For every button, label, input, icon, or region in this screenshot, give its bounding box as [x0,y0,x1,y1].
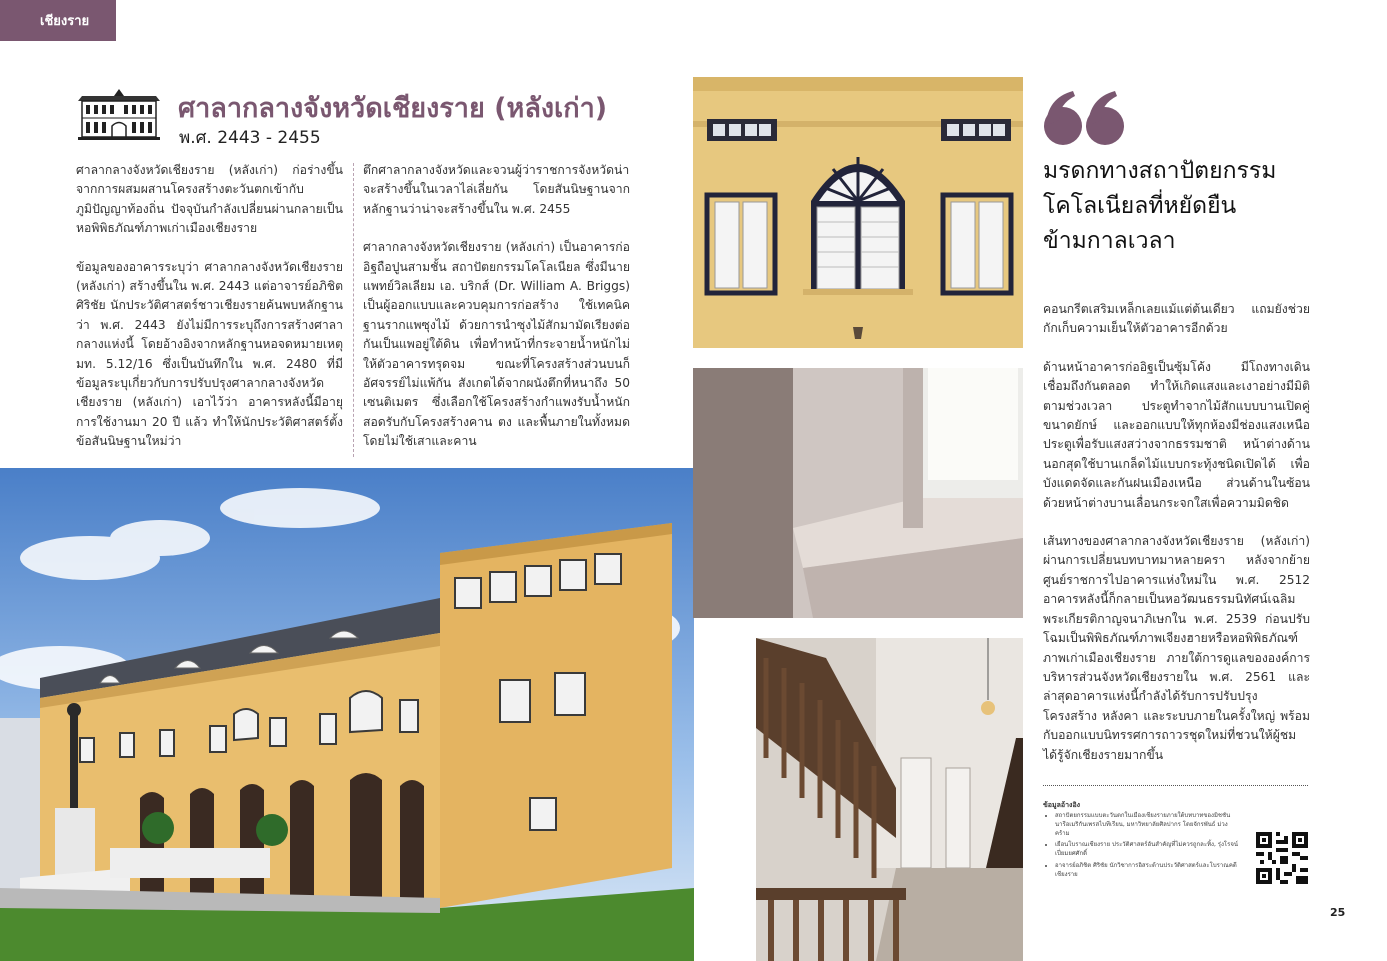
reference-item: • อาจารย์อภิชิต ศิริชัย นักวิชาการอิสระด้านประวัติศาสตร์และโบราณคดีเชียงราย [1055,862,1238,880]
references-title: ข้อมูลอ้างอิง [1043,801,1081,809]
sidebar-heading [1043,154,1343,259]
heading-line: มรดกทางสถาปัตยกรรม [1043,158,1277,184]
references-list [1043,812,1238,883]
building-photo [0,468,694,961]
heading-line: ข้ามกาลเวลา [1043,228,1176,254]
sidebar-body [1043,300,1310,784]
article-column-1 [76,161,343,449]
paragraph: ตึกศาลากลางจังหวัดและจวนผู้ว่าราชการจังหวัดน่าจะสร้างขึ้นในเวลาไล่เลี่ยกัน โดยสันนิษฐานจากหลักฐานว่าน่าจะสร้างขึ้นใน พ.ศ. 2455 [363,163,630,216]
paragraph: ข้อมูลของอาคารระบุว่า ศาลากลางจังหวัดเชียงราย (หลังเก่า) สร้างขึ้นใน พ.ศ. 2443 แต่อาจารย์อภิชิต ศิริชัย นักประวัติศาสตร์ชาวเชียงรายค้นพบหลักฐานว่า พ.ศ. 2443 ยังไม่มีการระบุถึงการสร้างศาลากลางแห่งนี้ โดยอ้างอิงจากหลักฐานหอจดหมายเหตุ มท. 5.12/16 ซึ่งเป็นบันทึกใน พ.ศ. 2480 ที่มีข้อมูลระบุเกี่ยวกับการปรับปรุงศาลากลางจังหวัดเชียงราย (หลังเก่า) เอาไว้ว่า อาคารหลังนี้มีอายุการใช้งานมา 20 ปี แล้ว ทำให้นักประวัติศาสตร์ตั้งข้อสันนิษฐานใหม่ว่า [76,259,343,449]
article-column-2 [363,161,630,449]
staircase-photo [756,638,1023,961]
reference-item: • เยือนโบราณเชียงราย ประวัติศาสตร์อันสำคัญที่ไม่ควรถูกละทิ้ง, รุ่งโรจน์ เปี่ยมยศศักดิ์ [1055,841,1238,859]
page-number: 25 [1330,906,1346,919]
section-tag [0,0,116,41]
paragraph: ศาลากลางจังหวัดเชียงราย (หลังเก่า) เป็นอาคารก่ออิฐถือปูนสามชั้น สถาปัตยกรรมโคโลเนียล ซึ่งมีนายแพทย์วิลเลียม เอ. บริกส์ (Dr. William A. Briggs) เป็นผู้ออกแบบและควบคุมการก่อสร้าง ใช้เทคนิคฐานรากแพซุงไม้ ด้วยการนำซุงไม้สักมามัดเรียงต่อกันเป็นแพอยู่ใต้ดิน เพื่อทำหน้าที่กระจายน้ำหนักไม่ให้ตัวอาคารทรุดจม ขณะที่โครงสร้างส่วนบนก็อัศจรรย์ไม่แพ้กัน สังเกตได้จากผนังตึกที่หนาถึง 50 เซนติเมตร ซึ่งเลือกใช้โครงสร้างกำแพงรับน้ำหนัก สอดรับกับโครงสร้างคาน ตง และพื้นภายในทั้งหมด โดยไม่ใช้เสาและคาน [363,240,630,449]
paragraph: ด้านหน้าอาคารก่ออิฐเป็นซุ้มโค้ง มีโถงทางเดินเชื่อมถึงกันตลอด ทำให้เกิดแสงและเงาอย่างมีมิติตามช่วงเวลา ประตูทำจากไม้สักแบบบานเปิดคู่ขนาดยักษ์ และออกแบบให้ทุกห้องมีช่องแสงเหนือประตูเพื่อรับแสงสว่างจากธรรมชาติ หน้าต่างด้านนอกสุดใช้บานเกล็ดไม้แบบกระทุ้งชนิดเปิดได้ เพื่อบังแดดจัดและกันฝนเมืองเหนือ ส่วนด้านในซ้อนด้วยหน้าต่างบานเลื่อนกระจกใสเพื่อความมิดชิด [1043,359,1310,510]
paragraph: คอนกรีตเสริมเหล็กเลยแม้แต่ต้นเดียว แถมยังช่วยกักเก็บความเย็นให้ตัวอาคารอีกด้วย [1043,302,1310,336]
page-subtitle: พ.ศ. 2443 - 2455 [179,128,321,148]
reference-item: • สถาปัตยกรรมแบบตะวันตกในเมืองเชียงรายภายใต้บทบาทของมิชชันนารีอเมริกันเพรสไบทีเรียน, มหาวิทยาลัยศิลปากร โดยจักรพันธ์ ม่วงคร้าม [1055,812,1238,838]
page-title: ศาลากลางจังหวัดเชียงราย (หลังเก่า) [178,93,608,124]
facade-window-photo [693,77,1023,348]
window-sill-photo [693,368,1023,618]
section-tag-label: เชียงราย [40,14,90,29]
heading-line: โคโลเนียลที่หยัดยืน [1043,193,1237,219]
references-divider [1043,785,1308,786]
colonial-building-icon [76,82,162,142]
qr-code-icon[interactable] [1256,832,1308,884]
paragraph: ศาลากลางจังหวัดเชียงราย (หลังเก่า) ก่อร่างขึ้นจากการผสมผสานโครงสร้างตะวันตกเข้ากับภูมิปัญญาท้องถิ่น ปัจจุบันกำลังเปลี่ยนผ่านกลายเป็นหอพิพิธภัณฑ์ภาพเก่าเมืองเชียงราย [76,163,343,236]
quote-mark-icon [1043,90,1127,146]
column-divider [353,163,354,457]
paragraph: เส้นทางของศาลากลางจังหวัดเชียงราย (หลังเก่า) ผ่านการเปลี่ยนบทบาทมาหลายครา หลังจากย้ายศูนย์ราชการไปอาคารแห่งใหม่ใน พ.ศ. 2512 อาคารหลังนี้ก็กลายเป็นหอวัฒนธรรมนิทัศน์เฉลิมพระเกียรติกาญจนาภิเษกใน พ.ศ. 2539 ก่อนปรับโฉมเป็นพิพิธภัณฑ์ภาพเจียงฮายหรือหอพิพิธภัณฑ์ภาพเก่าเมืองเชียงราย ภายใต้การดูแลขององค์การบริหารส่วนจังหวัดเชียงรายใน พ.ศ. 2561 และล่าสุดอาคารแห่งนี้กำลังได้รับการปรับปรุงโครงสร้าง หลังคา และระบบภายในครั้งใหญ่ พร้อมกับออกแบบนิทรรศการถาวรชุดใหม่ที่ชวนให้ผู้ชมได้รู้จักเชียงรายมากขึ้น [1043,534,1310,762]
